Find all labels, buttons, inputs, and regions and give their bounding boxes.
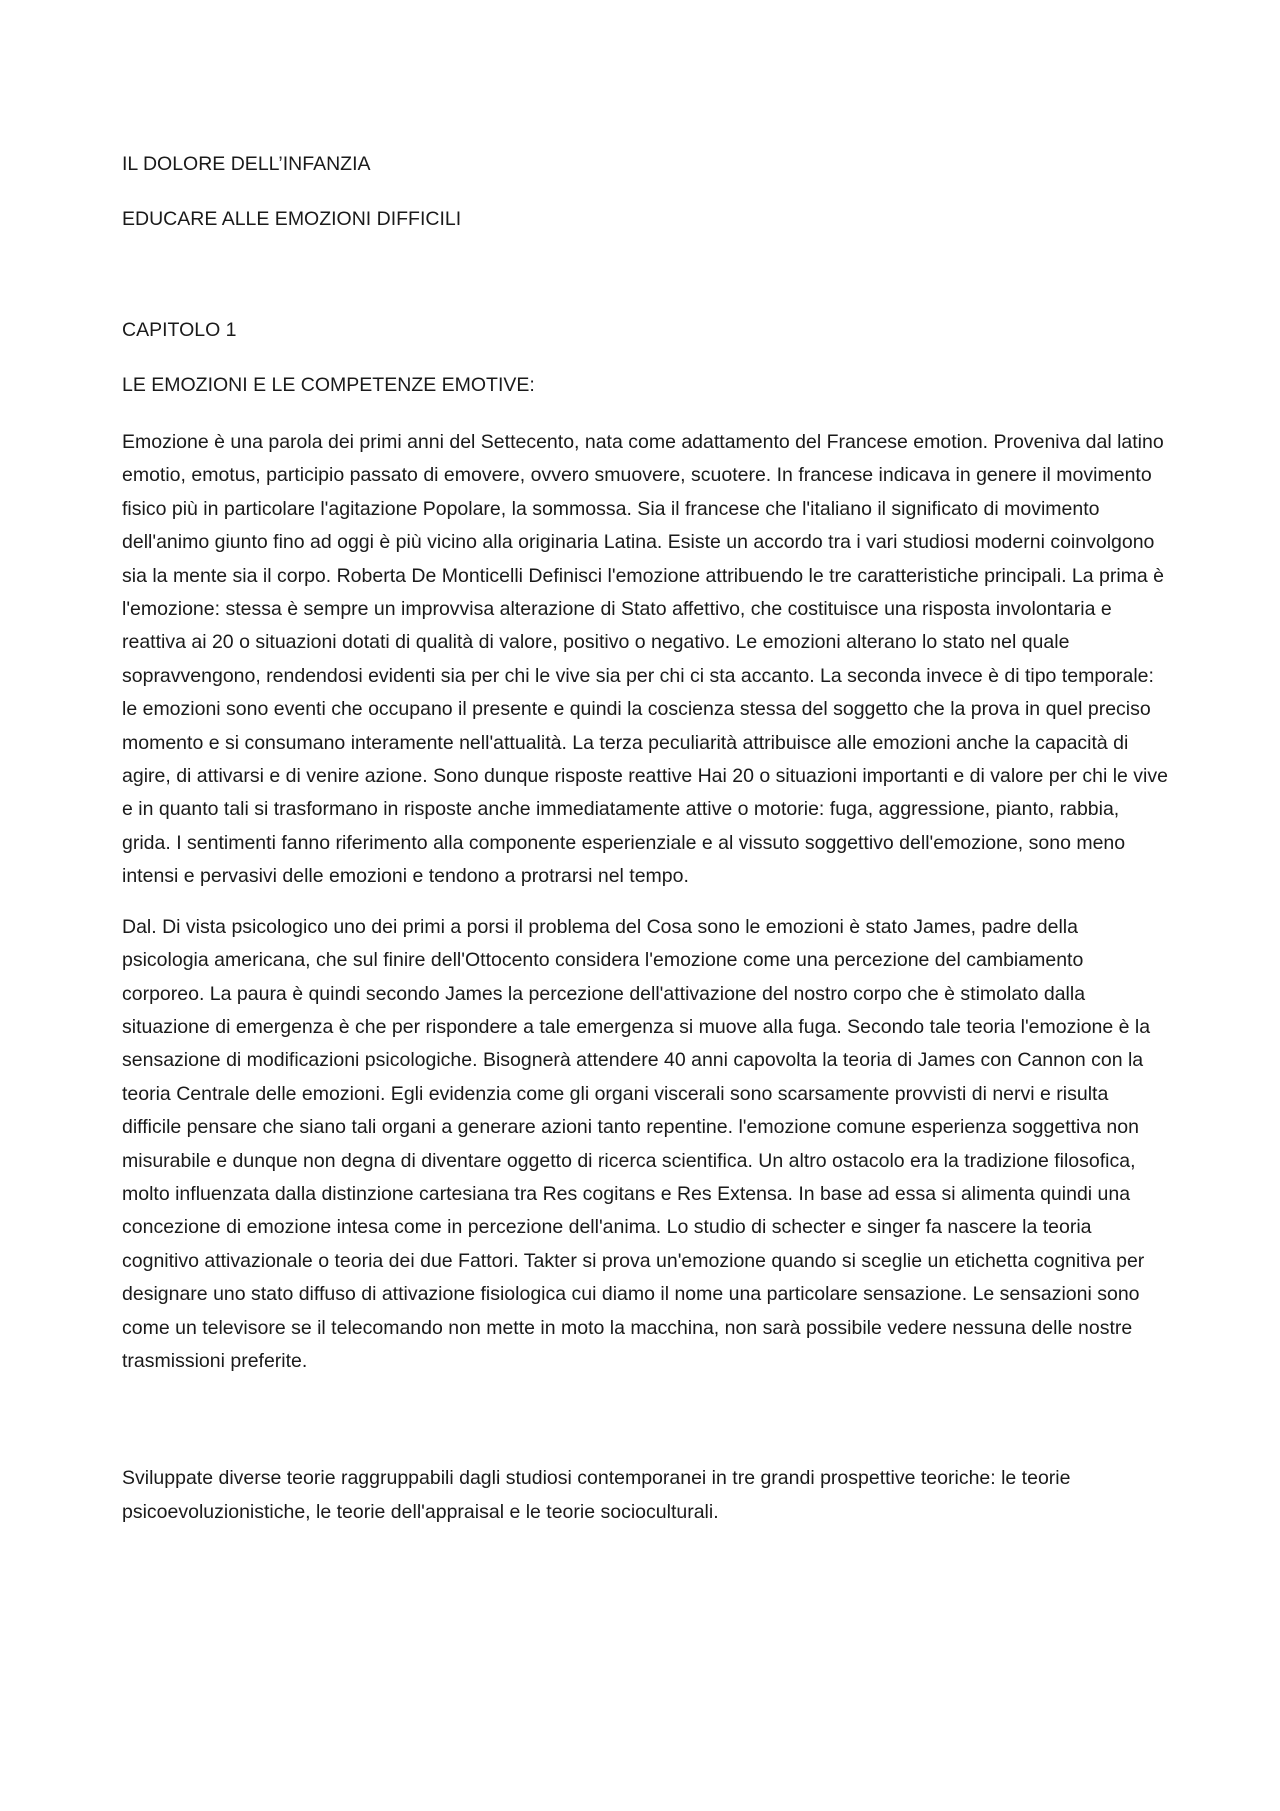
document-subtitle: EDUCARE ALLE EMOZIONI DIFFICILI <box>122 208 462 230</box>
paragraph-spacer <box>122 894 1170 911</box>
section-heading: LE EMOZIONI E LE COMPETENZE EMOTIVE: <box>122 374 535 396</box>
document-title: IL DOLORE DELL’INFANZIA <box>122 153 371 175</box>
paragraph-teorie-contemporanee: Sviluppate diverse teorie raggruppabili dagli studiosi contemporanei in tre grandi prospettive teoriche: le teorie psicoevoluzionistiche, le teorie dell'appraisal e le teorie socioculturali. <box>122 1467 1071 1523</box>
paragraph-emozione-etimologia: Emozione è una parola dei primi anni del Settecento, nata come adattamento del Francese emotion. Proveniva dal latino emotio, emotus, participio passato di emovere, ovvero smuovere, scuotere. In francese indicava in genere il movimento fisico più in particolare l'agitazione Popolare, la sommossa. Sia il francese che l'italiano il significato di movimento dell'animo giunto fino ad oggi è più vicino alla originaria Latina. Esiste un accordo tra i vari studiosi moderni coinvolgono sia la mente sia il corpo. Roberta De Monticelli Definisci l'emozione attribuendo le tre caratteristiche principali. La prima è l'emozione: stessa è sempre un improvvisa alterazione di Stato affettivo, che costituisce una risposta involontaria e reattiva ai 20 o situazioni dotati di qualità di valore, positivo o negativo. Le emozioni alterano lo stato nel quale sopravvengono, rendendosi evidenti sia per chi le vive sia per chi ci sta accanto. La seconda invece è di tipo temporale: le emozioni sono eventi che occupano il presente e quindi la coscienza stessa del soggetto che la prova in quel preciso momento e si consumano interamente nell'attualità. La terza peculiarità attribuisce alle emozioni anche la capacità di agire, di attivarsi e di venire azione. Sono dunque risposte reattive Hai 20 o situazioni importanti e di valore per chi le vive e in quanto tali si trasformano in risposte anche immediatamente attive o motorie: fuga, aggressione, pianto, rabbia, grida. I sentimenti fanno riferimento alla componente esperienziale e al vissuto soggettivo dell'emozione, sono meno intensi e pervasivi delle emozioni e tendono a protrarsi nel tempo. <box>122 431 1168 888</box>
chapter-heading: CAPITOLO 1 <box>122 319 237 341</box>
paragraph-psicologia-james: Dal. Di vista psicologico uno dei primi a porsi il problema del Cosa sono le emozioni è stato James, padre della psicologia americana, che sul finire dell'Ottocento considera l'emozione come una percezione del cambiamento corporeo. La paura è quindi secondo James la percezione dell'attivazione del nostro corpo che è stimolato dalla situazione di emergenza è che per rispondere a tale emergenza si muove alla fuga. Secondo tale teoria l'emozione è la sensazione di modificazioni psicologiche. Bisognerà attendere 40 anni capovolta la teoria di James con Cannon con la teoria Centrale delle emozioni. Egli evidenzia come gli organi viscerali sono scarsamente provvisti di nervi e risulta difficile pensare che siano tali organi a generare azioni tanto repentine. l'emozione comune esperienza soggettiva non misurabile e dunque non degna di diventare oggetto di ricerca scientifica. Un altro ostacolo era la tradizione filosofica, molto influenzata dalla distinzione cartesiana tra Res cogitans e Res Extensa. In base ad essa si alimenta quindi una concezione di emozione intesa come in percezione dell'anima. Lo studio di schecter e singer fa nascere la teoria cognitivo attivazionale o teoria dei due Fattori. Takter si prova un'emozione quando si sceglie un etichetta cognitiva per designare uno stato diffuso di attivazione fisiologica cui diamo il nome una particolare sensazione. Le sensazioni sono come un televisore se il telecomando non mette in moto la macchina, non sarà possibile vedere nessuna delle nostre trasmissioni preferite. <box>122 915 1151 1372</box>
document-page <box>122 150 1170 1529</box>
paragraph-spacer <box>122 1378 1170 1462</box>
